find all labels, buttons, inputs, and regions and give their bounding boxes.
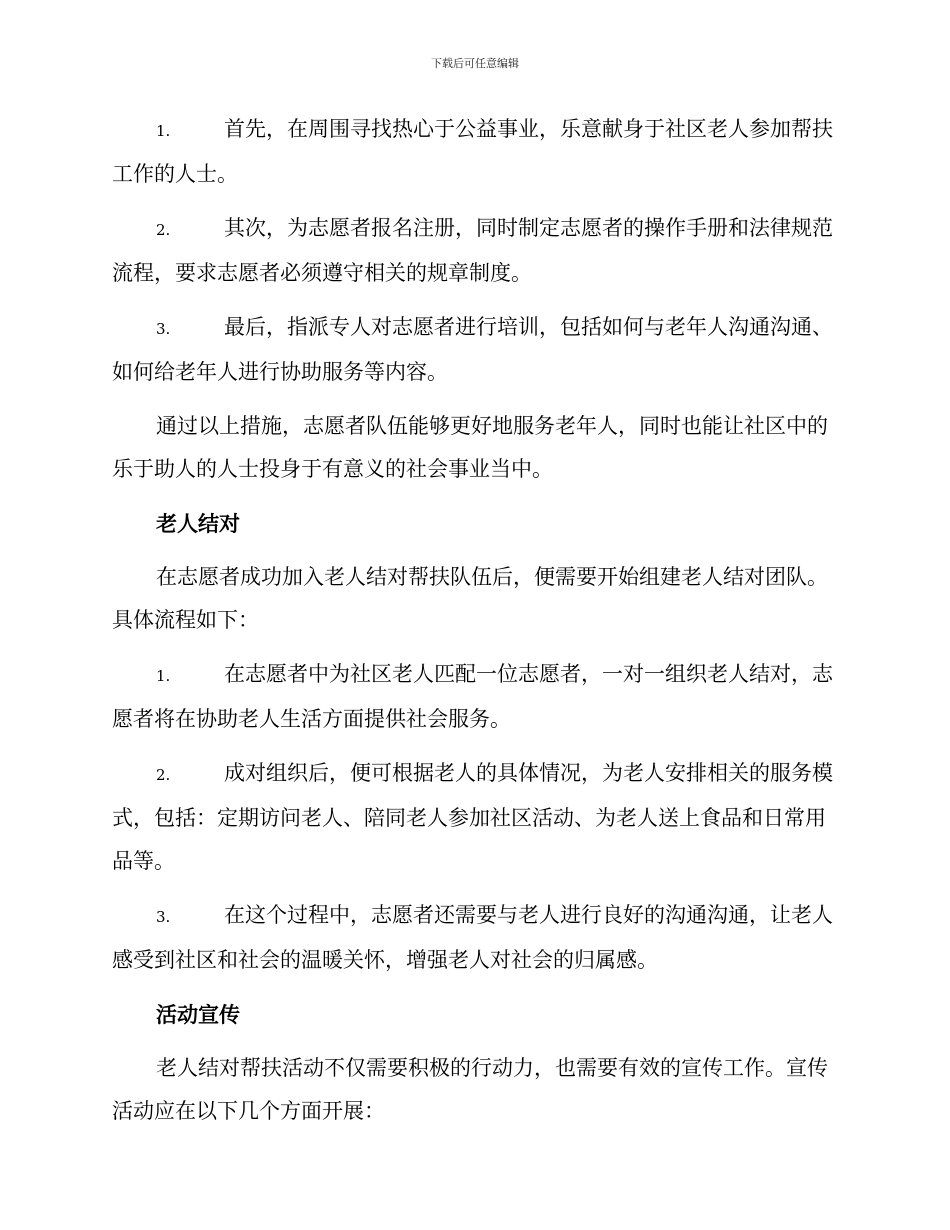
- list-number: 2.: [156, 221, 171, 239]
- list-number: 2.: [156, 766, 171, 784]
- list-text: 最后，指派专人对志愿者进行培训，包括如何与老年人沟通沟通、如何给老年人进行协助服务等内容。: [112, 315, 833, 384]
- list-number: 3.: [156, 320, 171, 338]
- list-text: 首先，在周围寻找热心于公益事业，乐意献身于社区老人参加帮扶工作的人士。: [112, 117, 833, 186]
- list-item: [112, 653, 834, 741]
- list-number: 3.: [156, 908, 171, 926]
- list-item: [112, 108, 834, 196]
- section-heading-pairing: 老人结对: [156, 511, 240, 536]
- list-text: 在志愿者中为社区老人匹配一位志愿者，一对一组织老人结对，志愿者将在协助老人生活方面提供社会服务。: [112, 662, 833, 731]
- list-item: [112, 752, 834, 883]
- paragraph: 通过以上措施，志愿者队伍能够更好地服务老年人，同时也能让社区中的乐于助人的人士投身于有意义的社会事业当中。: [112, 414, 828, 481]
- list-item: [112, 306, 834, 394]
- section-heading-promotion: 活动宣传: [156, 1002, 240, 1027]
- list-number: 1.: [156, 667, 171, 685]
- list-number: 1.: [156, 122, 171, 140]
- paragraph: 老人结对帮扶活动不仅需要积极的行动力，也需要有效的宣传工作。宣传活动应在以下几个方面开展：: [112, 1056, 828, 1123]
- list-text: 其次，为志愿者报名注册，同时制定志愿者的操作手册和法律规范流程，要求志愿者必须遵守相关的规章制度。: [112, 216, 833, 285]
- list-text: 在这个过程中，志愿者还需要与老人进行良好的沟通沟通，让老人感受到社区和社会的温暖关怀，增强老人对社会的归属感。: [112, 903, 833, 972]
- header-note: 下载后可任意编辑: [431, 57, 519, 70]
- list-text: 成对组织后，便可根据老人的具体情况，为老人安排相关的服务模式，包括：定期访问老人、陪同老人参加社区活动、为老人送上食品和日常用品等。: [112, 761, 833, 873]
- list-item: [112, 894, 834, 982]
- list-item: [112, 207, 834, 295]
- document-body: [112, 108, 834, 1144]
- paragraph: 在志愿者成功加入老人结对帮扶队伍后，便需要开始组建老人结对团队。具体流程如下：: [112, 565, 828, 632]
